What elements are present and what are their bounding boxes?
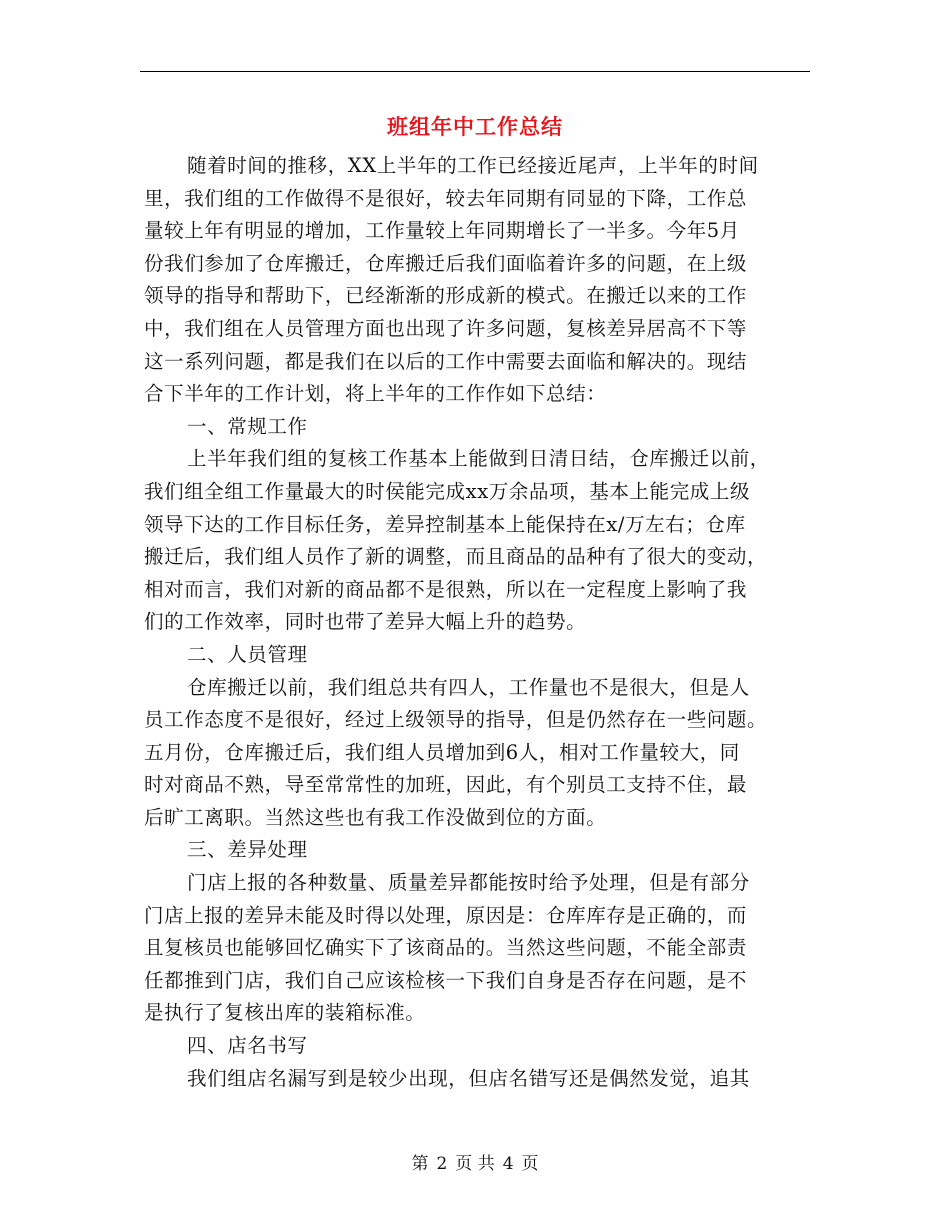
body-line: 仓库搬迁以前，我们组总共有四人，工作量也不是很大，但是人 — [187, 675, 750, 699]
body-line: 门店上报的各种数量、质量差异都能按时给予处理，但是有部分 — [187, 871, 750, 895]
body-line: 且复核员也能够回忆确实下了该商品的。当然这些问题，不能全部责 — [144, 936, 748, 960]
body-line: 这一系列问题，都是我们在以后的工作中需要去面临和解决的。现结 — [144, 349, 748, 373]
body-line: 我们组店名漏写到是较少出现，但店名错写还是偶然发觉，追其 — [187, 1066, 750, 1090]
body-line: 量较上年有明显的增加，工作量较上年同期增长了一半多。今年5月 — [144, 219, 740, 243]
body-line: 中，我们组在人员管理方面也出现了许多问题，复核差异居高不下等 — [144, 316, 748, 340]
body-line: 上半年我们组的复核工作基本上能做到日清日结，仓库搬迁以前， — [187, 447, 770, 471]
footer-suffix: 页 — [521, 1154, 539, 1174]
body-line: 门店上报的差异未能及时得以处理，原因是：仓库库存是正确的，而 — [144, 903, 748, 927]
body-line: 员工作态度不是很好，经过上级领导的指导，但是仍然存在一些问题。 — [144, 708, 768, 732]
section-heading: 四、店名书写 — [187, 1034, 308, 1058]
section-heading: 二、人员管理 — [187, 642, 308, 666]
body-line: 五月份，仓库搬迁后，我们组人员增加到6人，相对工作量较大，同 — [144, 740, 740, 764]
footer-total-pages: 4 — [502, 1154, 514, 1174]
footer-prefix: 第 — [411, 1154, 429, 1174]
page-footer — [0, 1152, 950, 1176]
body-line: 随着时间的推移，XX上半年的工作已经接近尾声，上半年的时间 — [187, 154, 759, 177]
body-line: 搬迁后，我们组人员作了新的调整，而且商品的品种有了很大的变动， — [144, 545, 768, 569]
body-line: 合下半年的工作计划，将上半年的工作作如下总结： — [144, 382, 607, 406]
body-line: 相对而言，我们对新的商品都不是很熟，所以在一定程度上影响了我 — [144, 577, 748, 601]
body-line: 我们组全组工作量最大的时侯能完成xx万余品项，基本上能完成上级 — [144, 479, 751, 503]
footer-middle: 页 共 — [455, 1154, 495, 1174]
body-line: 是执行了复核出库的装箱标准。 — [144, 1001, 426, 1025]
page-title: 班组年中工作总结 — [387, 115, 563, 139]
body-line: 时对商品不熟，导至常常性的加班，因此，有个别员工支持不住，最 — [144, 773, 748, 797]
section-heading: 一、常规工作 — [187, 414, 308, 438]
document-body — [144, 150, 808, 1095]
body-line: 领导下达的工作目标任务，差异控制基本上能保持在x/万左右；仓库 — [144, 512, 746, 536]
footer-current-page: 2 — [436, 1154, 448, 1174]
section-heading: 三、差异处理 — [187, 838, 308, 862]
header-rule — [140, 71, 810, 72]
body-line: 领导的指导和帮助下，已经渐渐的形成新的模式。在搬迁以来的工作 — [144, 284, 748, 308]
body-line: 后旷工离职。当然这些也有我工作没做到位的方面。 — [144, 805, 607, 829]
body-line: 们的工作效率，同时也带了差异大幅上升的趋势。 — [144, 610, 587, 634]
body-line: 任都推到门店，我们自己应该检核一下我们自身是否存在问题，是不 — [144, 968, 748, 992]
body-line: 里，我们组的工作做得不是很好，较去年同期有同显的下降，工作总 — [144, 186, 748, 210]
body-line: 份我们参加了仓库搬迁，仓库搬迁后我们面临着许多的问题，在上级 — [144, 251, 748, 275]
